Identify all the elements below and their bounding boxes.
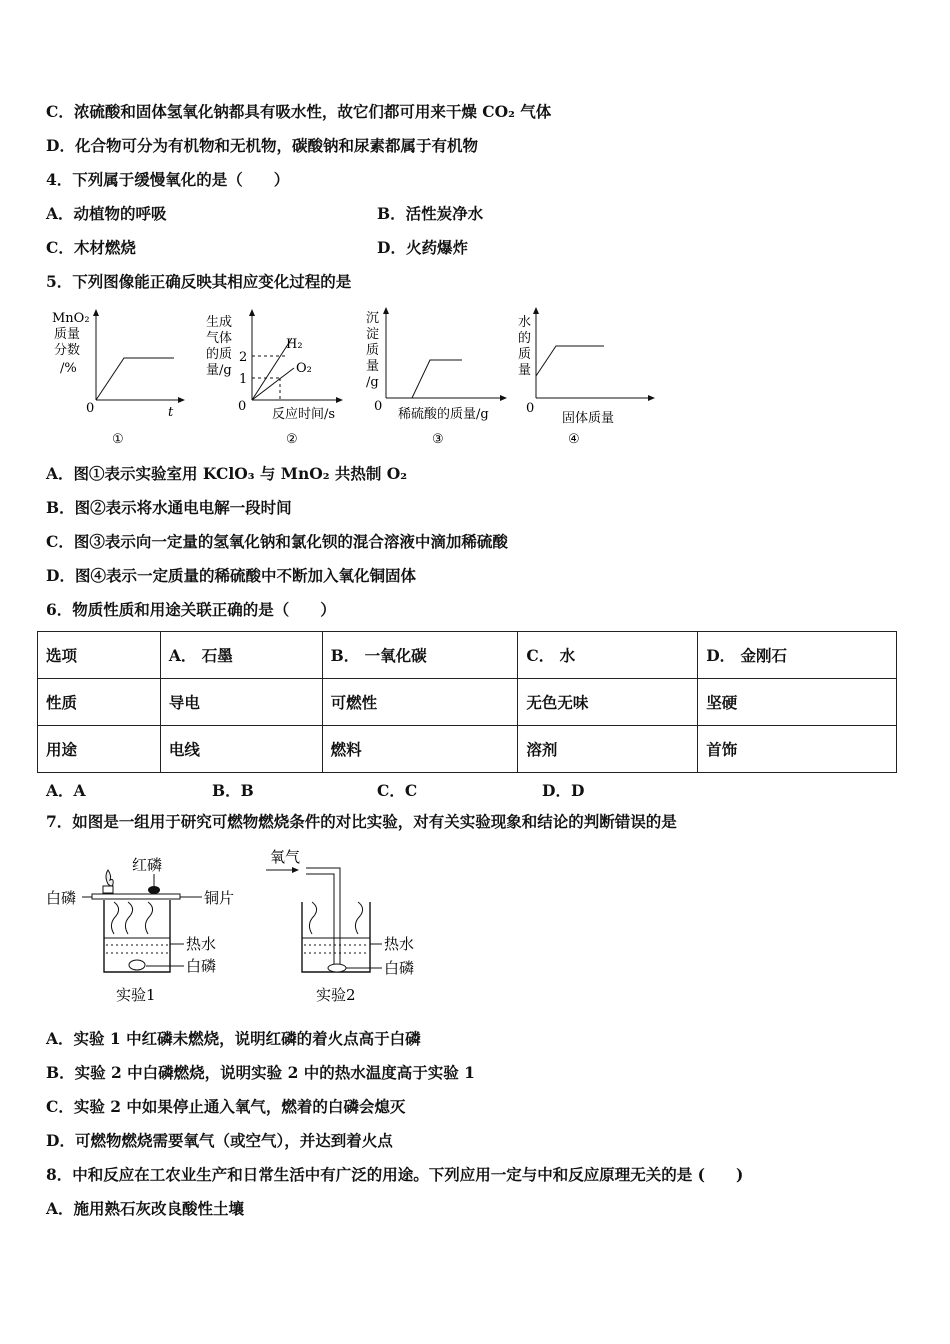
- steam-icon-2: [309, 902, 362, 934]
- table-cell: 性质: [38, 679, 161, 726]
- g4-ylabel-2: 的: [518, 331, 532, 346]
- table-row: [38, 726, 897, 773]
- table-cell: C． 水: [518, 632, 698, 679]
- g4-xlabel: 固体质量: [562, 411, 615, 426]
- g1-curve: [96, 358, 174, 400]
- g3-curve: [386, 360, 462, 398]
- table-cell: 溶剂: [518, 726, 698, 773]
- g2-ylabel-4: 量/g: [206, 363, 232, 378]
- g2-ylabel-2: 气体: [206, 331, 233, 346]
- graph-3: [366, 310, 504, 447]
- q5-option-a: A．图①表示实验室用 KClO₃ 与 MnO₂ 共热制 O₂: [46, 464, 408, 483]
- q6-option-a: A．A: [46, 781, 86, 800]
- flame-icon: [106, 870, 113, 886]
- g2-h2-label: H₂: [286, 337, 303, 352]
- q4-option-c: C．木材燃烧: [46, 238, 136, 257]
- table-cell: 电线: [160, 726, 322, 773]
- g3-number: ③: [432, 432, 444, 447]
- table-cell: 坚硬: [698, 679, 897, 726]
- table-row: [38, 632, 897, 679]
- q5-option-b: B．图②表示将水通电电解一段时间: [46, 498, 292, 517]
- label-white-phosphorus-top: 白磷: [46, 889, 77, 907]
- q4-stem: 4．下列属于缓慢氧化的是（ ）: [46, 170, 290, 189]
- table-cell: 燃料: [322, 726, 518, 773]
- graph-2: [206, 312, 340, 447]
- table-cell: D． 金刚石: [698, 632, 897, 679]
- g3-ylabel-1: 沉: [366, 311, 380, 326]
- g2-o2-label: O₂: [296, 361, 312, 376]
- g1-number: ①: [112, 432, 124, 447]
- g3-ylabel-5: /g: [366, 375, 379, 390]
- q6-table: [37, 631, 897, 773]
- q7-option-b: B．实验 2 中白磷燃烧，说明实验 2 中的热水温度高于实验 1: [46, 1063, 475, 1082]
- table-cell: A． 石墨: [160, 632, 322, 679]
- q3-option-c: C．浓硫酸和固体氢氧化钠都具有吸水性，故它们都可用来干燥 CO₂ 气体: [46, 102, 552, 121]
- g2-xlabel: 反应时间/s: [272, 407, 336, 422]
- table-row: [38, 679, 897, 726]
- q8-option-a: A．施用熟石灰改良酸性土壤: [46, 1199, 245, 1218]
- q5-option-d: D．图④表示一定质量的稀硫酸中不断加入氧化铜固体: [46, 566, 416, 585]
- label-experiment-1: 实验1: [116, 986, 156, 1004]
- g3-ylabel-2: 淀: [366, 327, 380, 342]
- q5-graphs: [40, 300, 660, 452]
- table-cell: 无色无味: [518, 679, 698, 726]
- g2-ylabel-1: 生成: [206, 315, 233, 330]
- g2-tick-2: 2: [239, 350, 248, 365]
- table-cell: 选项: [38, 632, 161, 679]
- copper-sheet: [92, 894, 180, 899]
- q5-option-c: C．图③表示向一定量的氢氧化钠和氯化钡的混合溶液中滴加稀硫酸: [46, 532, 508, 551]
- q4-option-b: B．活性炭净水: [377, 204, 484, 223]
- q7-figure: [44, 840, 444, 1010]
- label-white-phosphorus-bottom: 白磷: [186, 957, 217, 975]
- table-cell: 首饰: [698, 726, 897, 773]
- label-copper-sheet: 铜片: [204, 889, 235, 907]
- g1-xlabel: t: [168, 405, 174, 420]
- white-phosphorus-bottom: [129, 960, 145, 970]
- label-red-phosphorus: 红磷: [132, 856, 163, 874]
- g1-ylabel-3: 分数: [54, 343, 81, 358]
- q6-option-c: C．C: [377, 781, 418, 800]
- q3-option-d: D．化合物可分为有机物和无机物，碳酸钠和尿素都属于有机物: [46, 136, 478, 155]
- g1-ylabel-4: /%: [60, 361, 77, 376]
- graph-1: [52, 311, 182, 447]
- white-phosphorus-top: [103, 886, 113, 893]
- g2-ylabel-3: 的质: [206, 347, 233, 362]
- g2-number: ②: [286, 432, 298, 447]
- q6-option-b: B．B: [212, 781, 254, 800]
- q7-option-c: C．实验 2 中如果停止通入氧气，燃着的白磷会熄灭: [46, 1097, 406, 1116]
- q7-option-d: D．可燃物燃烧需要氧气（或空气），并达到着火点: [46, 1131, 393, 1150]
- label-experiment-2: 实验2: [316, 986, 356, 1004]
- q4-option-d: D．火药爆炸: [377, 238, 468, 257]
- q6-option-d: D．D: [542, 781, 585, 800]
- label-white-phosphorus-2: 白磷: [384, 959, 415, 977]
- g3-origin: 0: [374, 399, 383, 414]
- table-cell: 可燃性: [322, 679, 518, 726]
- q4-option-a: A．动植物的呼吸: [46, 204, 167, 223]
- table-cell: B． 一氧化碳: [322, 632, 518, 679]
- g1-ylabel-2: 质量: [54, 327, 81, 342]
- beaker-2: [302, 902, 370, 972]
- g3-xlabel: 稀硫酸的质量/g: [398, 407, 489, 422]
- g3-ylabel-3: 质: [366, 343, 380, 358]
- table-cell: 导电: [160, 679, 322, 726]
- red-phosphorus: [148, 886, 160, 894]
- table-cell: 用途: [38, 726, 161, 773]
- g1-ylabel: MnO₂: [52, 311, 90, 326]
- q7-option-a: A．实验 1 中红磷未燃烧，说明红磷的着火点高于白磷: [46, 1029, 421, 1048]
- label-hot-water: 热水: [186, 935, 217, 953]
- g2-origin: 0: [238, 399, 247, 414]
- q5-stem: 5．下列图像能正确反映其相应变化过程的是: [46, 272, 352, 291]
- graph-4: [518, 310, 652, 447]
- g2-tick-1: 1: [239, 372, 248, 387]
- g4-number: ④: [568, 432, 580, 447]
- g4-ylabel-3: 质: [518, 347, 532, 362]
- g4-curve: [536, 346, 604, 376]
- steam-icon: [111, 902, 152, 934]
- g1-origin: 0: [86, 401, 95, 416]
- label-hot-water-2: 热水: [384, 935, 415, 953]
- q6-stem: 6．物质性质和用途关联正确的是（ ）: [46, 600, 336, 619]
- g2-o2-line: [252, 368, 294, 400]
- g3-ylabel-4: 量: [366, 359, 380, 374]
- g4-ylabel-4: 量: [518, 363, 532, 378]
- label-oxygen: 氧气: [270, 848, 301, 866]
- g4-origin: 0: [526, 401, 535, 416]
- white-phosphorus-2: [328, 964, 346, 972]
- q7-stem: 7．如图是一组用于研究可燃物燃烧条件的对比实验，对有关实验现象和结论的判断错误的是: [46, 812, 677, 831]
- q8-stem: 8．中和反应在工农业生产和日常生活中有广泛的用途。下列应用一定与中和反应原理无关的是 ( ): [46, 1165, 744, 1184]
- g4-ylabel-1: 水: [518, 315, 532, 330]
